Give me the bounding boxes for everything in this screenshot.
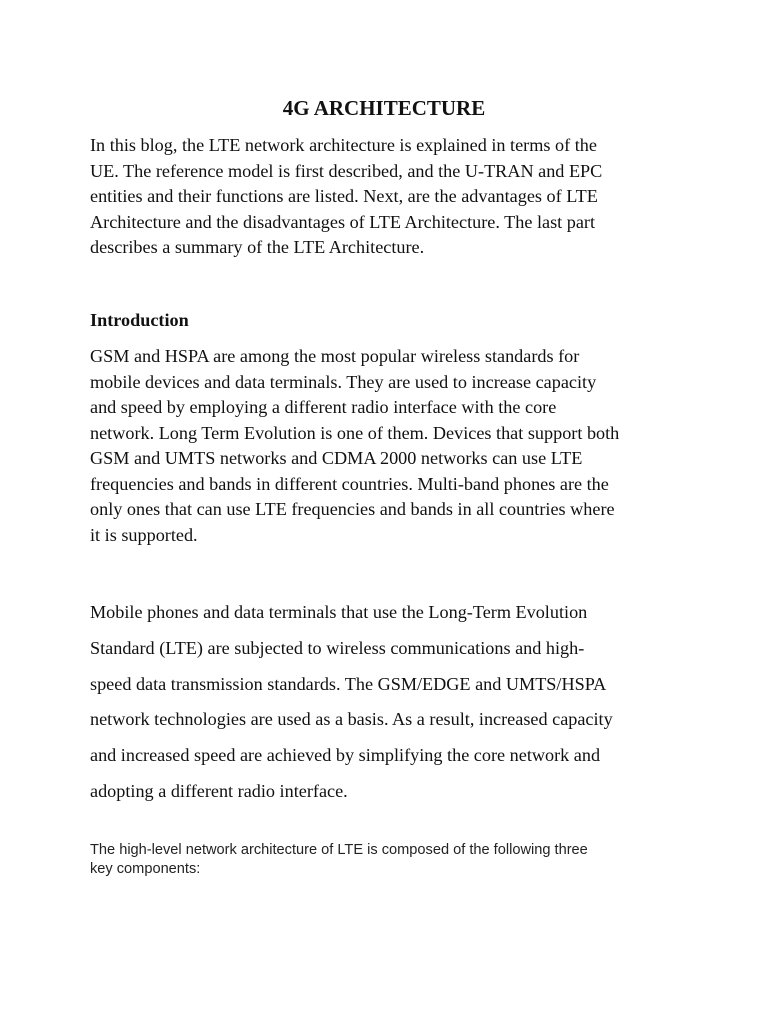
- paragraph-2-line-2: mobile devices and data terminals. They are used to increase capacity: [90, 371, 597, 392]
- intro-line-5: describes a summary of the LTE Architecture.: [90, 237, 425, 257]
- paragraph-4: [90, 841, 690, 879]
- paragraph-2-line-3: and speed by employing a different radio interface with the core: [90, 397, 557, 417]
- paragraph-3-line-3: speed data transmission standards. The GSM/EDGE and UMTS/HSPA: [90, 673, 607, 694]
- section-heading-introduction: Introduction: [90, 310, 189, 330]
- paragraph-3: [90, 595, 690, 810]
- paragraph-2-line-8: it is supported.: [90, 524, 198, 545]
- paragraph-2: [90, 344, 690, 548]
- paragraph-4-line-1: The high-level network architecture of LTE is composed of the following three: [90, 842, 588, 858]
- paragraph-3-line-1: Mobile phones and data terminals that use the Long-Term Evolution: [90, 602, 588, 622]
- paragraph-3-line-2: Standard (LTE) are subjected to wireless communications and high-: [90, 637, 585, 658]
- document-title: 4G ARCHITECTURE: [282, 96, 486, 120]
- paragraph-2-line-1: GSM and HSPA are among the most popular wireless standards for: [90, 346, 580, 366]
- intro-line-1: In this blog, the LTE network architecture is explained in terms of the: [90, 135, 597, 155]
- paragraph-3-line-6: adopting a different radio interface.: [90, 780, 348, 801]
- paragraph-2-line-7: only ones that can use LTE frequencies and bands in all countries where: [90, 499, 615, 519]
- paragraph-3-line-5: and increased speed are achieved by simplifying the core network and: [90, 745, 601, 766]
- intro-line-4: Architecture and the disadvantages of LTE Architecture. The last part: [90, 211, 596, 232]
- intro-line-3: entities and their functions are listed. Next, are the advantages of LTE: [90, 186, 598, 206]
- paragraph-3-line-4: network technologies are used as a basis. As a result, increased capacity: [90, 709, 613, 730]
- intro-line-2: UE. The reference model is first described, and the U-TRAN and EPC: [90, 160, 603, 181]
- paragraph-2-line-4: network. Long Term Evolution is one of them. Devices that support both: [90, 422, 620, 443]
- paragraph-4-line-2: key components:: [90, 861, 201, 877]
- intro-paragraph: [90, 133, 690, 261]
- paragraph-2-line-5: GSM and UMTS networks and CDMA 2000 networks can use LTE: [90, 448, 583, 468]
- paragraph-2-line-6: frequencies and bands in different countries. Multi-band phones are the: [90, 473, 609, 494]
